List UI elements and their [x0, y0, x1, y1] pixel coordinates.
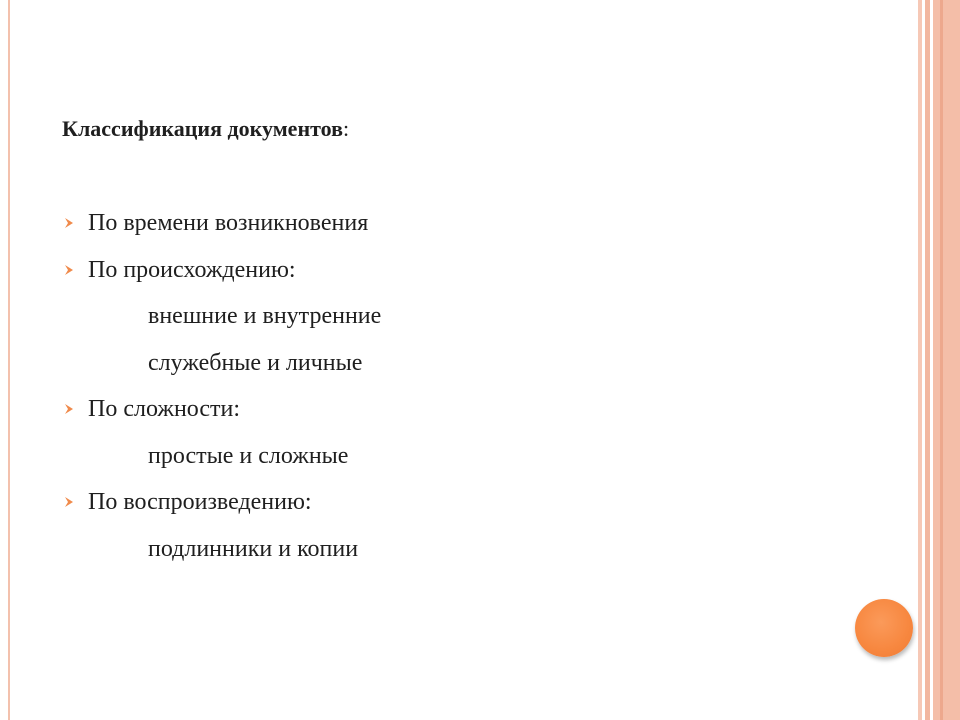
chevron-arrow-icon: [60, 479, 78, 526]
sub-list-item: [60, 293, 381, 340]
list-item: [60, 479, 381, 526]
sub-list-item: [60, 340, 381, 387]
classification-list: [60, 200, 381, 572]
slide-title: [62, 116, 349, 142]
sub-list-item: [60, 526, 381, 573]
list-item-text: По сложности:: [88, 396, 241, 422]
list-item: [60, 200, 381, 247]
sub-list-item: [60, 433, 381, 480]
sub-list-item-text: служебные и личные: [148, 349, 363, 376]
sub-list-item-text: простые и сложные: [148, 442, 349, 469]
list-item-text: По происхождению:: [88, 256, 296, 283]
list-item-text: По времени возникновения: [88, 210, 369, 236]
sub-list-item-text: внешние и внутренние: [148, 303, 382, 329]
chevron-arrow-icon: [60, 386, 78, 433]
slide-title-text: Классификация документов: [62, 116, 343, 141]
chevron-arrow-icon: [60, 247, 78, 294]
list-item: [60, 247, 381, 294]
right-border-stripe: [940, 0, 943, 720]
slide-title-colon: :: [342, 116, 350, 141]
orange-circle-icon: [855, 599, 913, 657]
right-border-stripe: [918, 0, 922, 720]
right-border-stripe: [925, 0, 930, 720]
list-item-text: По воспроизведению:: [88, 489, 312, 515]
left-border-rule: [8, 0, 10, 720]
sub-list-item-text: подлинники и копии: [148, 535, 359, 562]
right-border-stripe: [933, 0, 960, 720]
chevron-arrow-icon: [60, 200, 78, 247]
list-item: [60, 386, 381, 433]
